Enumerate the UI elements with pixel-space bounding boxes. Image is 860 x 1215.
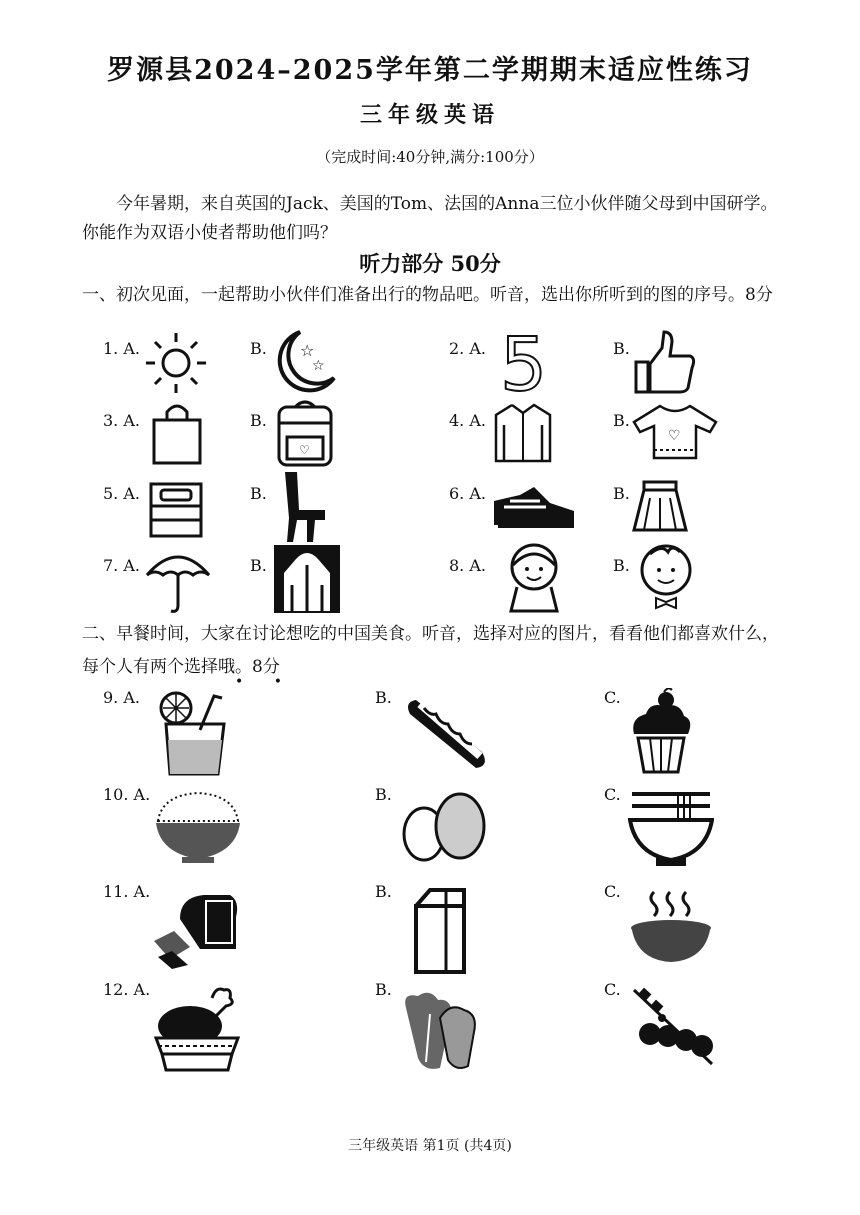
chair-icon	[281, 470, 329, 544]
q8-b-label: B.	[613, 556, 630, 575]
moon-stars-icon	[270, 326, 340, 398]
juice-icon	[158, 690, 234, 778]
raincoat-icon	[274, 545, 340, 613]
noodles-icon	[628, 788, 714, 870]
q10-a-label: 10. A.	[103, 785, 151, 804]
q10-c-label: C.	[604, 785, 621, 804]
svg-text:☆: ☆	[312, 358, 325, 374]
chicken-icon	[152, 984, 242, 1074]
rice-bowl-icon	[152, 789, 244, 865]
q12-b-label: B.	[375, 980, 392, 999]
q7-a-label: 7. A.	[103, 556, 140, 575]
q5-a-label: 5. A.	[103, 484, 140, 503]
bed-icon	[145, 480, 207, 540]
q10-b-label: B.	[375, 785, 392, 804]
q1-b-label: B.	[250, 339, 267, 358]
milk-carton-icon	[410, 886, 470, 976]
q5-b-label: B.	[250, 484, 267, 503]
q6-a-label: 6. A.	[449, 484, 486, 503]
q7-b-label: B.	[250, 556, 267, 575]
girl-icon	[503, 541, 565, 613]
q11-b-label: B.	[375, 882, 392, 901]
shopping-bag-icon	[151, 402, 203, 466]
soup-icon	[628, 888, 714, 968]
sneakers-icon	[490, 477, 580, 535]
cupcake-icon	[628, 688, 694, 776]
q2-a-label: 2. A.	[449, 339, 486, 358]
time-note: （完成时间:40分钟,满分:100分）	[316, 148, 544, 166]
vegetables-icon	[400, 988, 480, 1074]
intro-paragraph: 今年暑期，来自英国的Jack、美国的Tom、法国的Anna三位小伙伴随父母到中国研学。你能作为双语小使者帮助他们吗？	[82, 194, 778, 243]
sun-icon	[143, 330, 209, 396]
q2-b-label: B.	[613, 339, 630, 358]
section2-instruction: 二、早餐时间，大家在讨论想吃的中国美食。听音，选择对应的图片，看看他们都喜欢什么，每个人有两个选择哦。8分	[82, 624, 779, 677]
kebab-icon	[628, 984, 718, 1070]
eggs-icon	[400, 790, 490, 866]
boy-icon	[634, 540, 698, 610]
exam-title: 罗源县2024–2025学年第二学期期末适应性练习	[107, 55, 753, 86]
sweater-icon	[630, 402, 720, 462]
q6-b-label: B.	[613, 484, 630, 503]
q9-c-label: C.	[604, 688, 621, 707]
q8-a-label: 8. A.	[449, 556, 486, 575]
number-five-icon	[498, 326, 550, 398]
q1-a-label: 1. A.	[103, 339, 140, 358]
q9-a-label: 9. A.	[103, 688, 140, 707]
emphasis-dots: • •	[235, 674, 295, 690]
q12-c-label: C.	[604, 980, 621, 999]
backpack-icon	[271, 397, 339, 467]
page-footer: 三年级英语 第1页 (共4页)	[348, 1138, 512, 1154]
svg-text:♡: ♡	[299, 443, 310, 457]
q3-a-label: 3. A.	[103, 411, 140, 430]
umbrella-icon	[143, 545, 213, 615]
svg-text:☆: ☆	[300, 341, 315, 360]
shirt-icon	[492, 401, 554, 465]
bread-icon	[150, 887, 240, 971]
skirt-icon	[632, 478, 688, 534]
q3-b-label: B.	[250, 411, 267, 430]
q12-a-label: 12. A.	[103, 980, 151, 999]
svg-text:♡: ♡	[668, 428, 681, 444]
hot-dog-icon	[400, 694, 492, 774]
q11-a-label: 11. A.	[103, 882, 151, 901]
thumbs-up-icon	[632, 328, 698, 396]
q4-b-label: B.	[613, 411, 630, 430]
exam-subtitle: 三年级英语	[359, 102, 500, 128]
svg-text:5: 5	[500, 326, 548, 398]
q11-c-label: C.	[604, 882, 621, 901]
q9-b-label: B.	[375, 688, 392, 707]
listening-heading: 听力部分 50分	[359, 251, 501, 276]
section1-instruction: 一、初次见面，一起帮助小伙伴们准备出行的物品吧。听音，选出你所听到的图的序号。8分	[82, 285, 773, 305]
q4-a-label: 4. A.	[449, 411, 486, 430]
